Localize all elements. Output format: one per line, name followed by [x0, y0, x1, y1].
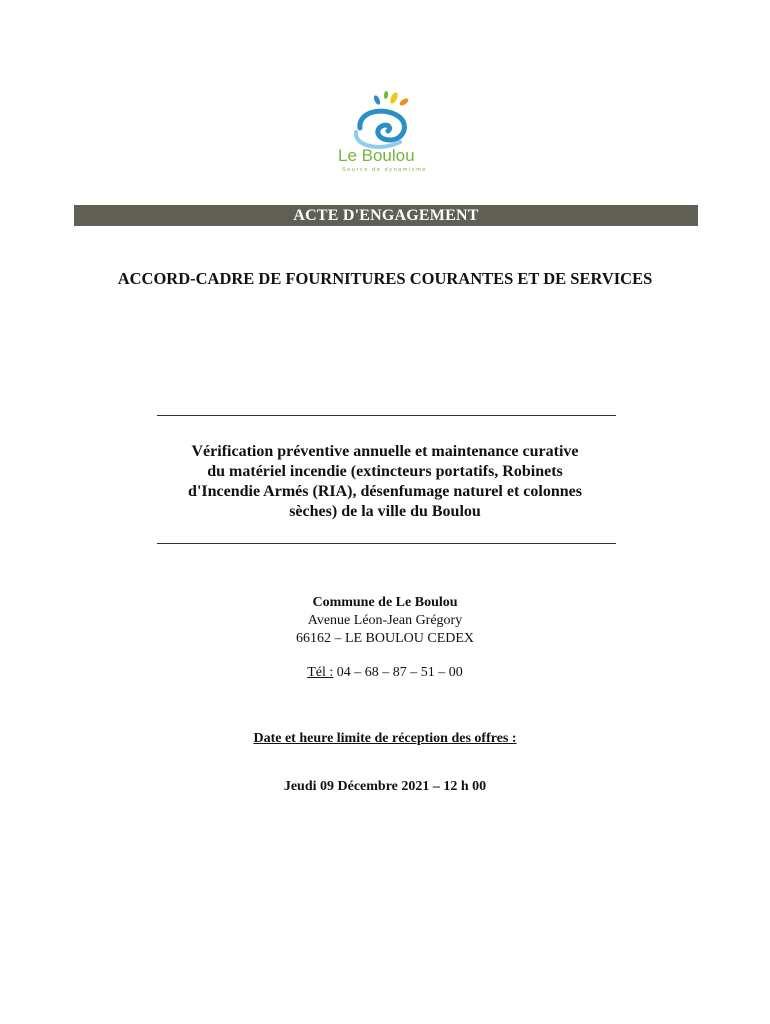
- organization-name: Commune de Le Boulou: [312, 595, 458, 610]
- le-boulou-logo: [330, 88, 440, 174]
- spiral-splash-icon: [330, 88, 440, 174]
- logo-wordmark: Le Boulou: [338, 146, 415, 165]
- divider-top: [157, 415, 616, 416]
- document-type-band: ACTE D'ENGAGEMENT: [74, 205, 698, 226]
- address-line-2: 66162 – LE BOULOU CEDEX: [295, 631, 475, 646]
- logo-tagline: Source de dynamisme: [342, 167, 428, 173]
- object-line: du matériel incendie (extincteurs portatifs, Robinets: [207, 463, 563, 480]
- deadline-date: Jeudi 09 Décembre 2021 – 12 h 00: [283, 779, 487, 794]
- phone-line: [185, 664, 585, 682]
- contract-type-heading: ACCORD-CADRE DE FOURNITURES COURANTES ET DE SERVICES: [117, 269, 653, 288]
- object-line: d'Incendie Armés (RIA), désenfumage naturel et colonnes: [188, 483, 582, 500]
- object-line: Vérification préventive annuelle et maintenance curative: [191, 443, 579, 460]
- deadline-label: Date et heure limite de réception des offres :: [253, 731, 517, 746]
- contact-block: [185, 594, 585, 682]
- contract-object: [150, 442, 620, 522]
- divider-bottom: [157, 543, 616, 544]
- address-line-1: Avenue Léon-Jean Grégory: [307, 613, 463, 628]
- phone-label: Tél :: [307, 665, 334, 680]
- object-line: sèches) de la ville du Boulou: [289, 503, 481, 520]
- phone-number: 04 – 68 – 87 – 51 – 00: [333, 665, 463, 680]
